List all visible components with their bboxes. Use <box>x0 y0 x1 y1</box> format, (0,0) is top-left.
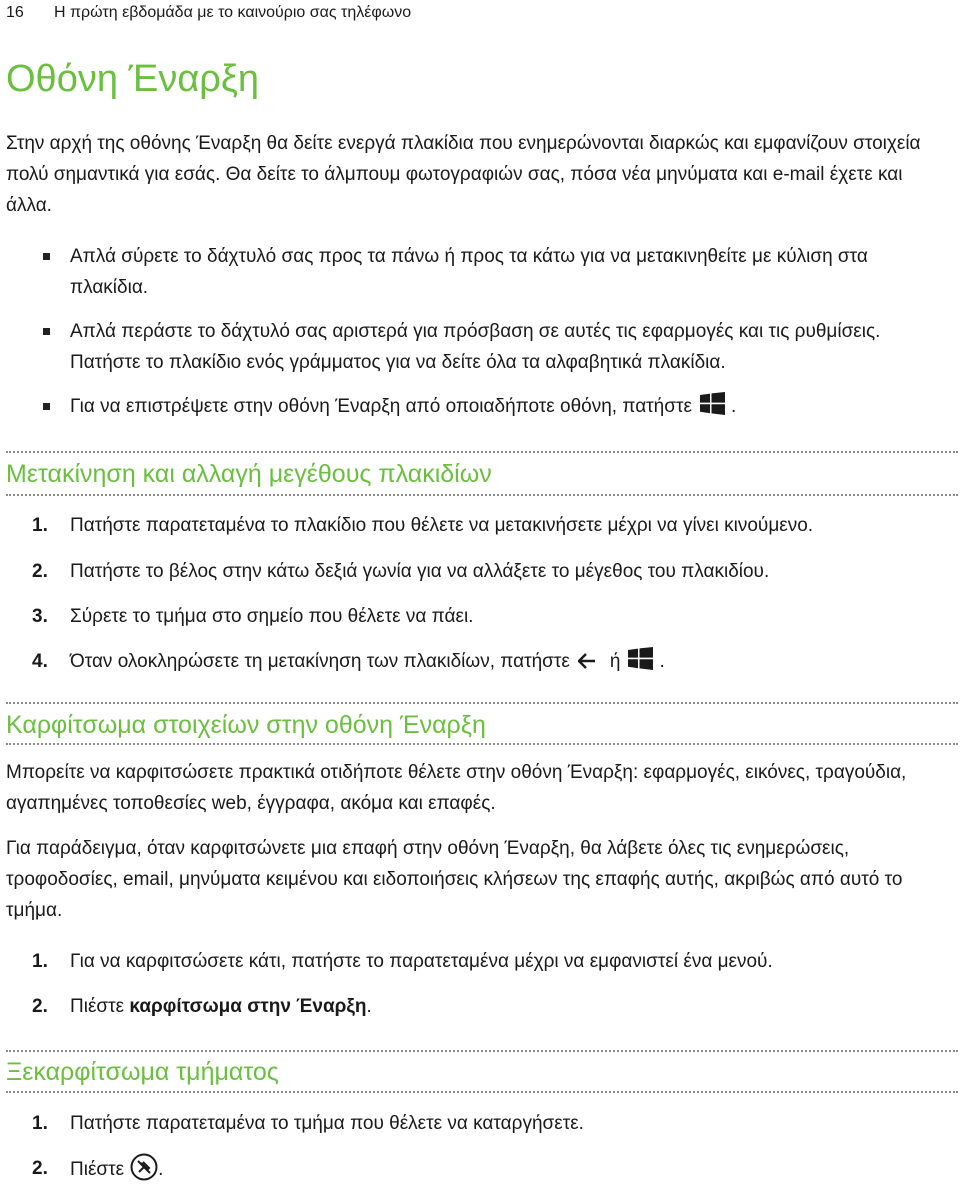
step-number: 1. <box>32 515 48 536</box>
page-title: Οθόνη Έναρξη <box>6 58 260 100</box>
step-text: Πιέστε <box>70 1159 125 1180</box>
step-item <box>6 556 946 587</box>
tips-list <box>6 241 946 438</box>
windows-start-icon <box>628 647 653 680</box>
pin-steps <box>6 946 946 1022</box>
page-header <box>6 2 411 24</box>
step-number: 1. <box>32 951 48 972</box>
list-item-text: Για να επιστρέψετε στην οθόνη Έναρξη από οποιαδήποτε οθόνη, πατήστε <box>70 396 692 417</box>
list-item: Απλά περάστε το δάχτυλό σας αριστερά για πρόσβαση σε αυτές τις εφαρμογές και τις ρυθμίσεις. Πατήστε το πλακίδιο ενός γράμματος για να δείτε όλα τα αλφαβητικά πλακίδια. <box>6 316 946 378</box>
step-number: 2. <box>32 1158 48 1179</box>
step-text: Όταν ολοκληρώσετε τη μετακίνηση των πλακιδίων, πατήστε <box>70 651 570 672</box>
back-arrow-icon <box>578 648 596 679</box>
unpin-icon <box>130 1153 158 1191</box>
pin-paragraph-1: Μπορείτε να καρφιτσώσετε πρακτικά οτιδήποτε θέλετε στην οθόνη Έναρξη: εφαρμογές, εικόνες, τραγούδια, αγαπημένες τοποθεσίες web, έγγραφα, ακόμα και επαφές. <box>6 762 907 814</box>
intro-paragraph: Στην αρχή της οθόνης Έναρξη θα δείτε ενεργά πλακίδια που ενημερώνονται διαρκώς και εμφανίζουν στοιχεία πολύ σημαντικά για εσάς. Θα δείτε το άλμπουμ φωτογραφιών σας, πόσα νέα μηνύματα και e-mail έχετε και άλλα. <box>6 133 921 216</box>
list-item: Απλά σύρετε το δάχτυλό σας προς τα πάνω ή προς τα κάτω για να μετακινηθείτε με κύλιση στα πλακίδια. <box>6 241 946 303</box>
step-text-end: . <box>659 651 665 672</box>
step-item <box>6 510 946 541</box>
step-number: 4. <box>32 651 48 672</box>
step-item <box>6 601 946 632</box>
step-item <box>6 1108 946 1139</box>
step-text-end: . <box>158 1159 164 1180</box>
step-item <box>6 946 946 977</box>
pin-paragraph-2: Για παράδειγμα, όταν καρφιτσώνετε μια επαφή στην οθόνη Έναρξη, θα λάβετε όλες τις ενημερώσεις, τροφοδοσίες, email, μηνύματα κειμένου και ειδοποιήσεις κλήσεων της επαφής αυτής, ακριβώς από αυτό το τμήμα. <box>6 838 903 921</box>
step-number: 3. <box>32 606 48 627</box>
list-item-text-end: . <box>730 396 737 417</box>
step-text: Πατήστε παρατεταμένα το πλακίδιο που θέλετε να μετακινήσετε μέχρι να γίνει κινούμενο. <box>70 515 814 536</box>
step-number: 2. <box>32 561 48 582</box>
section-divider <box>6 702 958 704</box>
section-divider <box>6 451 958 453</box>
section-title-unpin: Ξεκαρφίτσωμα τμήματος <box>6 1058 279 1086</box>
section-divider <box>6 1050 958 1052</box>
unpin-steps <box>6 1108 946 1191</box>
step-number: 2. <box>32 996 48 1017</box>
step-item <box>6 991 946 1022</box>
list-item <box>6 391 946 425</box>
step-text: Σύρετε το τμήμα στο σημείο που θέλετε να πάει. <box>70 606 474 627</box>
chapter-title: Η πρώτη εβδομάδα με το καινούριο σας τηλέφωνο <box>54 4 412 21</box>
section-divider <box>6 1091 958 1093</box>
step-text: Για να καρφιτσώσετε κάτι, πατήστε το παρατεταμένα μέχρι να εμφανιστεί ένα μενού. <box>70 951 773 972</box>
section-divider <box>6 743 958 745</box>
step-item <box>6 1153 946 1191</box>
section-title-pin: Καρφίτσωμα στοιχείων στην οθόνη Έναρξη <box>6 711 486 739</box>
step-number: 1. <box>32 1113 48 1134</box>
step-text: Πατήστε το βέλος στην κάτω δεξιά γωνία για να αλλάξετε το μέγεθος του πλακιδίου. <box>70 561 770 582</box>
section-title-move-resize: Μετακίνηση και αλλαγή μεγέθους πλακιδίων <box>6 460 492 488</box>
step-text-end: . <box>366 996 372 1017</box>
windows-start-icon <box>700 392 725 425</box>
step-text: Πατήστε παρατεταμένα το τμήμα που θέλετε να καταργήσετε. <box>70 1113 584 1134</box>
step-text: Πιέστε <box>70 996 125 1017</box>
step-text-or: ή <box>609 651 621 672</box>
page-number: 16 <box>6 4 24 21</box>
section-divider <box>6 494 958 496</box>
pin-to-start-label: καρφίτσωμα στην Έναρξη <box>129 996 367 1017</box>
move-resize-steps <box>6 510 946 680</box>
step-item <box>6 646 946 680</box>
